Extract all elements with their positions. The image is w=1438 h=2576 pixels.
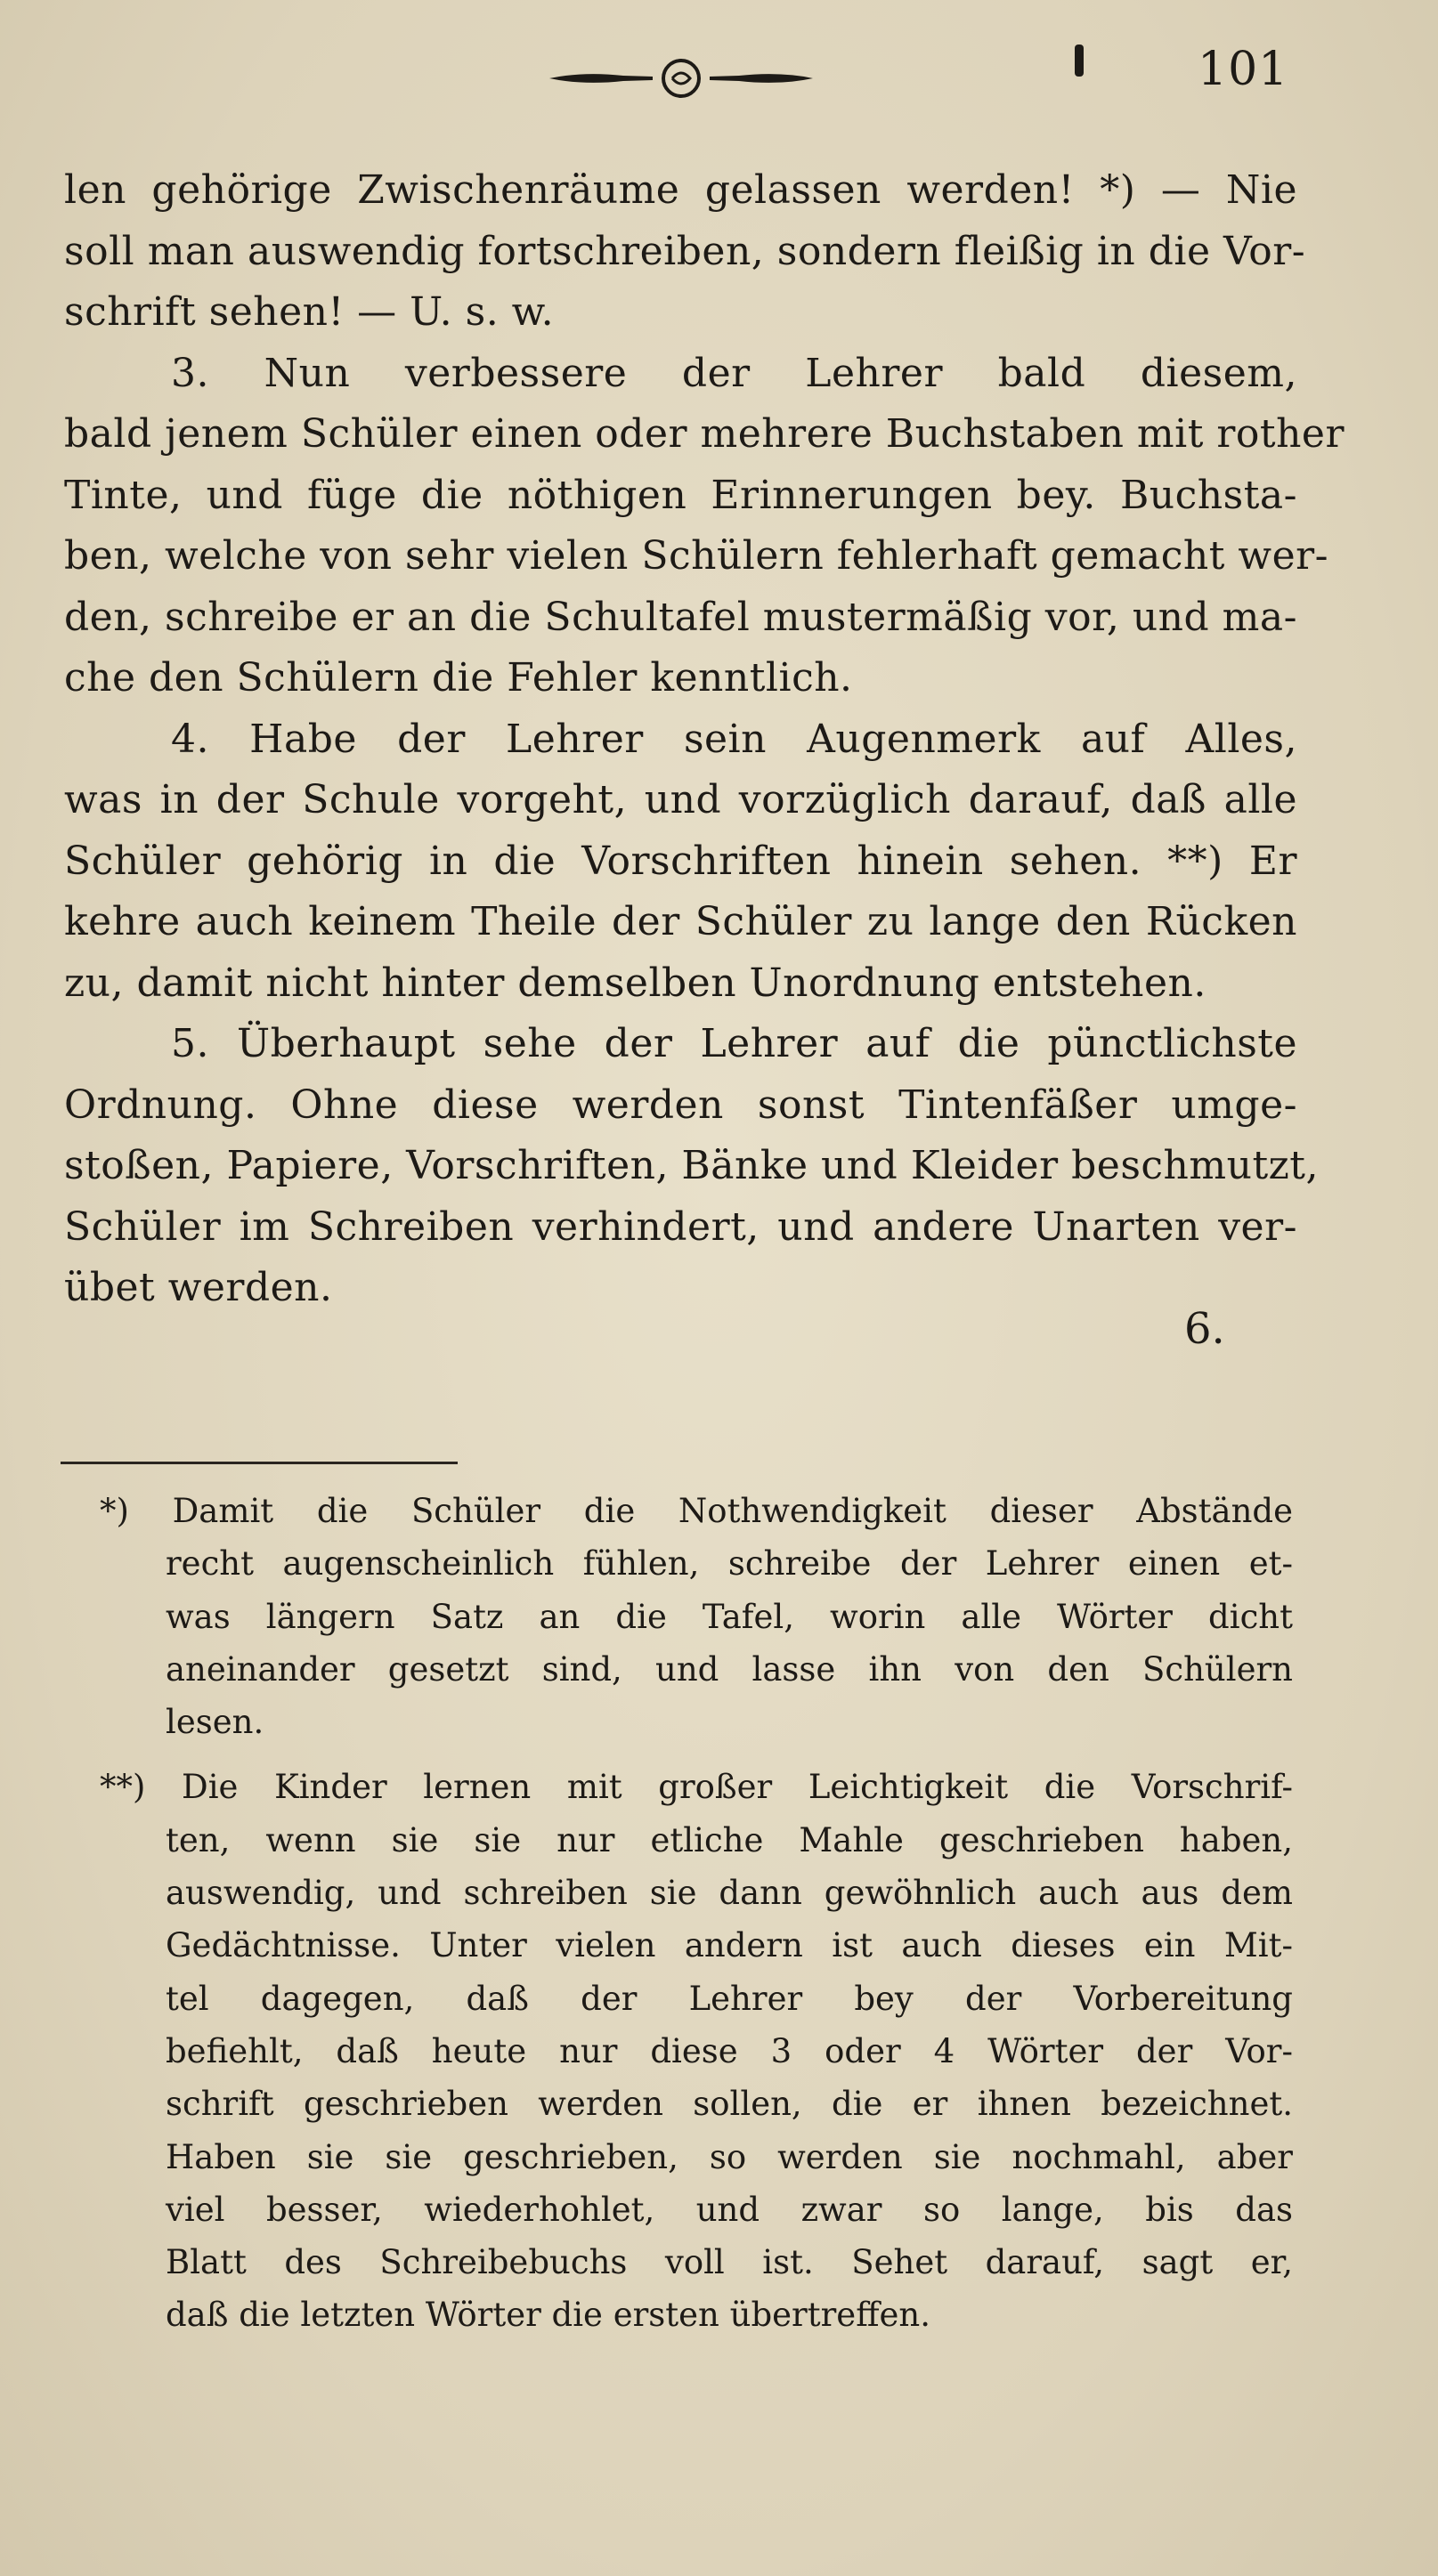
body-line: Ordnung. Ohne diese werden sonst Tintenfäßer umge- bbox=[64, 1081, 1297, 1128]
body-line: den, schreibe er an die Schultafel mustermäßig vor, und ma- bbox=[64, 594, 1297, 640]
footnote-2-line: ten, wenn sie sie nur etliche Mahle geschrieben haben, bbox=[166, 1820, 1293, 1859]
footnote-1-line: aneinander gesetzt sind, und lasse ihn von den Schülern bbox=[166, 1649, 1293, 1689]
catchword: 6. bbox=[1184, 1304, 1225, 1354]
paragraph-4-start: 4. Habe der Lehrer sein Augenmerk auf Alles, bbox=[171, 716, 1297, 762]
body-line: übet werden. bbox=[64, 1265, 333, 1310]
footnote-1-line: recht augenscheinlich fühlen, schreibe der Lehrer einen et- bbox=[166, 1544, 1293, 1584]
footnote-2-line: schrift geschrieben werden sollen, die er ihnen bezeichnet. bbox=[166, 2085, 1293, 2124]
footnote-2-line: tel dagegen, daß der Lehrer bey der Vorbereitung bbox=[166, 1979, 1293, 2018]
body-line: stoßen, Papiere, Vorschriften, Bänke und Kleider beschmutzt, bbox=[64, 1143, 1319, 1188]
margin-mark bbox=[1075, 45, 1084, 77]
body-line: ben, welche von sehr vielen Schülern fehlerhaft gemacht wer- bbox=[64, 533, 1329, 579]
footnote-1-line: *) Damit die Schüler die Nothwendigkeit dieser Abstände bbox=[100, 1492, 1293, 1530]
footnote-2-line: daß die letzten Wörter die ersten übertreffen. bbox=[166, 2296, 930, 2335]
body-line: Schüler im Schreiben verhindert, und andere Unarten ver- bbox=[64, 1203, 1297, 1250]
body-line: len gehörige Zwischenräume gelassen werden! *) — Nie bbox=[64, 167, 1297, 213]
body-line: bald jenem Schüler einen oder mehrere Buchstaben mit rother bbox=[64, 411, 1345, 457]
body-line: soll man auswendig fortschreiben, sondern fleißig in die Vor- bbox=[64, 228, 1306, 274]
footnote-divider bbox=[61, 1462, 458, 1464]
paragraph-3-start: 3. Nun verbessere der Lehrer bald diesem, bbox=[171, 350, 1297, 396]
footnote-2-line: befiehlt, daß heute nur diese 3 oder 4 Wörter der Vor- bbox=[166, 2031, 1293, 2070]
footnote-2-line: Gedächtnisse. Unter vielen andern ist auch dieses ein Mit- bbox=[166, 1926, 1293, 1965]
header-ornament-icon bbox=[548, 52, 815, 105]
footnote-1-line: was längern Satz an die Tafel, worin alle Wörter dicht bbox=[166, 1597, 1293, 1636]
body-line: Tinte, und füge die nöthigen Erinnerungen bey. Buchsta- bbox=[64, 472, 1297, 518]
body-line: kehre auch keinem Theile der Schüler zu lange den Rücken bbox=[64, 899, 1297, 944]
footnote-2-line: viel besser, wiederhohlet, und zwar so lange, bis das bbox=[166, 2190, 1293, 2229]
body-line: was in der Schule vorgeht, und vorzüglich darauf, daß alle bbox=[64, 777, 1297, 822]
footnote-2-line: auswendig, und schreiben sie dann gewöhnlich auch aus dem bbox=[166, 1874, 1293, 1913]
body-line: schrift sehen! — U. s. w. bbox=[64, 289, 555, 335]
footnote-2-line: Blatt des Schreibebuchs voll ist. Sehet darauf, sagt er, bbox=[166, 2243, 1293, 2282]
body-line: Schüler gehörig in die Vorschriften hinein sehen. **) Er bbox=[64, 838, 1297, 884]
footnotes bbox=[100, 1485, 1293, 2342]
page-number: 101 bbox=[1198, 43, 1289, 96]
body-line: zu, damit nicht hinter demselben Unordnung entstehen. bbox=[64, 960, 1206, 1006]
paragraph-5-start: 5. Überhaupt sehe der Lehrer auf die pünctlichste bbox=[171, 1021, 1297, 1066]
footnote-2-line: Haben sie sie geschrieben, so werden sie nochmahl, aber bbox=[166, 2137, 1293, 2176]
body-text bbox=[64, 160, 1345, 1319]
footnote-2-line: **) Die Kinder lernen mit großer Leichtigkeit die Vorschrif- bbox=[100, 1768, 1293, 1807]
footnote-1-line: lesen. bbox=[166, 1703, 264, 1742]
body-line: che den Schülern die Fehler kenntlich. bbox=[64, 655, 853, 701]
